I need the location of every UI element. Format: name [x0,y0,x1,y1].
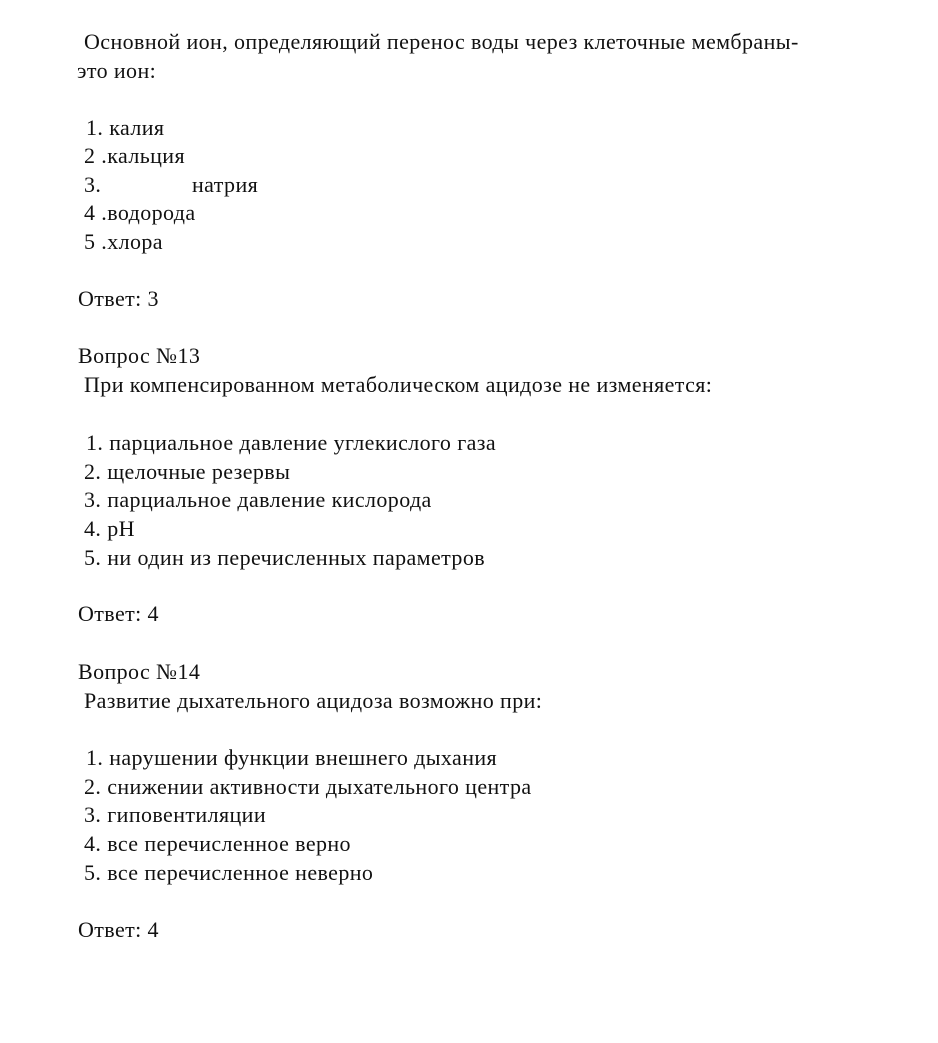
question-heading: Вопрос №14 [78,659,201,684]
question-text-line-2: это ион: [77,58,157,83]
option-text: все перечисленное верно [107,831,351,856]
question-text: Развитие дыхательного ацидоза возможно при: [84,688,543,713]
question-text: При компенсированном метаболическом ацидозе не изменяется: [84,372,713,397]
option-text: калия [109,115,165,140]
option-1 [86,744,497,772]
option-number: 2. [84,459,102,484]
option-2 [84,773,532,801]
option-text: нарушении функции внешнего дыхания [109,745,498,770]
option-number: 4. [84,516,102,541]
option-text: парциальное давление углекислого газа [109,430,497,455]
option-text: хлора [107,229,163,254]
answer-text: Ответ: 3 [78,286,159,311]
option-5 [84,544,485,572]
option-5 [84,859,373,887]
option-number: 5. [84,860,102,885]
option-number: 3. [84,172,102,197]
option-number: 5. [84,545,102,570]
option-number: 2 . [84,143,108,168]
option-text: гиповентиляции [107,802,266,827]
option-number: 1. [86,115,104,140]
question-heading: Вопрос №13 [78,343,201,368]
option-text: щелочные резервы [107,459,291,484]
option-number: 4 . [84,200,108,225]
option-3 [84,801,266,829]
option-number: 5 . [84,229,108,254]
option-number: 4. [84,831,102,856]
option-5 [84,228,163,256]
option-text: натрия [192,172,259,197]
option-4 [84,199,196,227]
option-4 [84,830,351,858]
option-3 [84,486,432,514]
option-text: водорода [107,200,196,225]
answer-text: Ответ: 4 [78,917,159,942]
question-text-line-1: Основной ион, определяющий перенос воды через клеточные мембраны- [84,29,799,54]
option-text: кальция [107,143,185,168]
answer-text: Ответ: 4 [78,601,159,626]
option-text: парциальное давление кислорода [107,487,432,512]
option-1 [86,114,164,142]
option-number: 3. [84,487,102,512]
option-3 [84,171,258,199]
option-2 [84,458,290,486]
option-text: снижении активности дыхательного центра [107,774,532,799]
option-1 [86,429,496,457]
option-text: все перечисленное неверно [107,860,374,885]
option-number: 3. [84,802,102,827]
option-number: 2. [84,774,102,799]
option-2 [84,142,185,170]
option-number: 1. [86,430,104,455]
option-text: pH [107,516,135,541]
option-number: 1. [86,745,104,770]
option-text: ни один из перечисленных параметров [107,545,486,570]
option-4 [84,515,135,543]
